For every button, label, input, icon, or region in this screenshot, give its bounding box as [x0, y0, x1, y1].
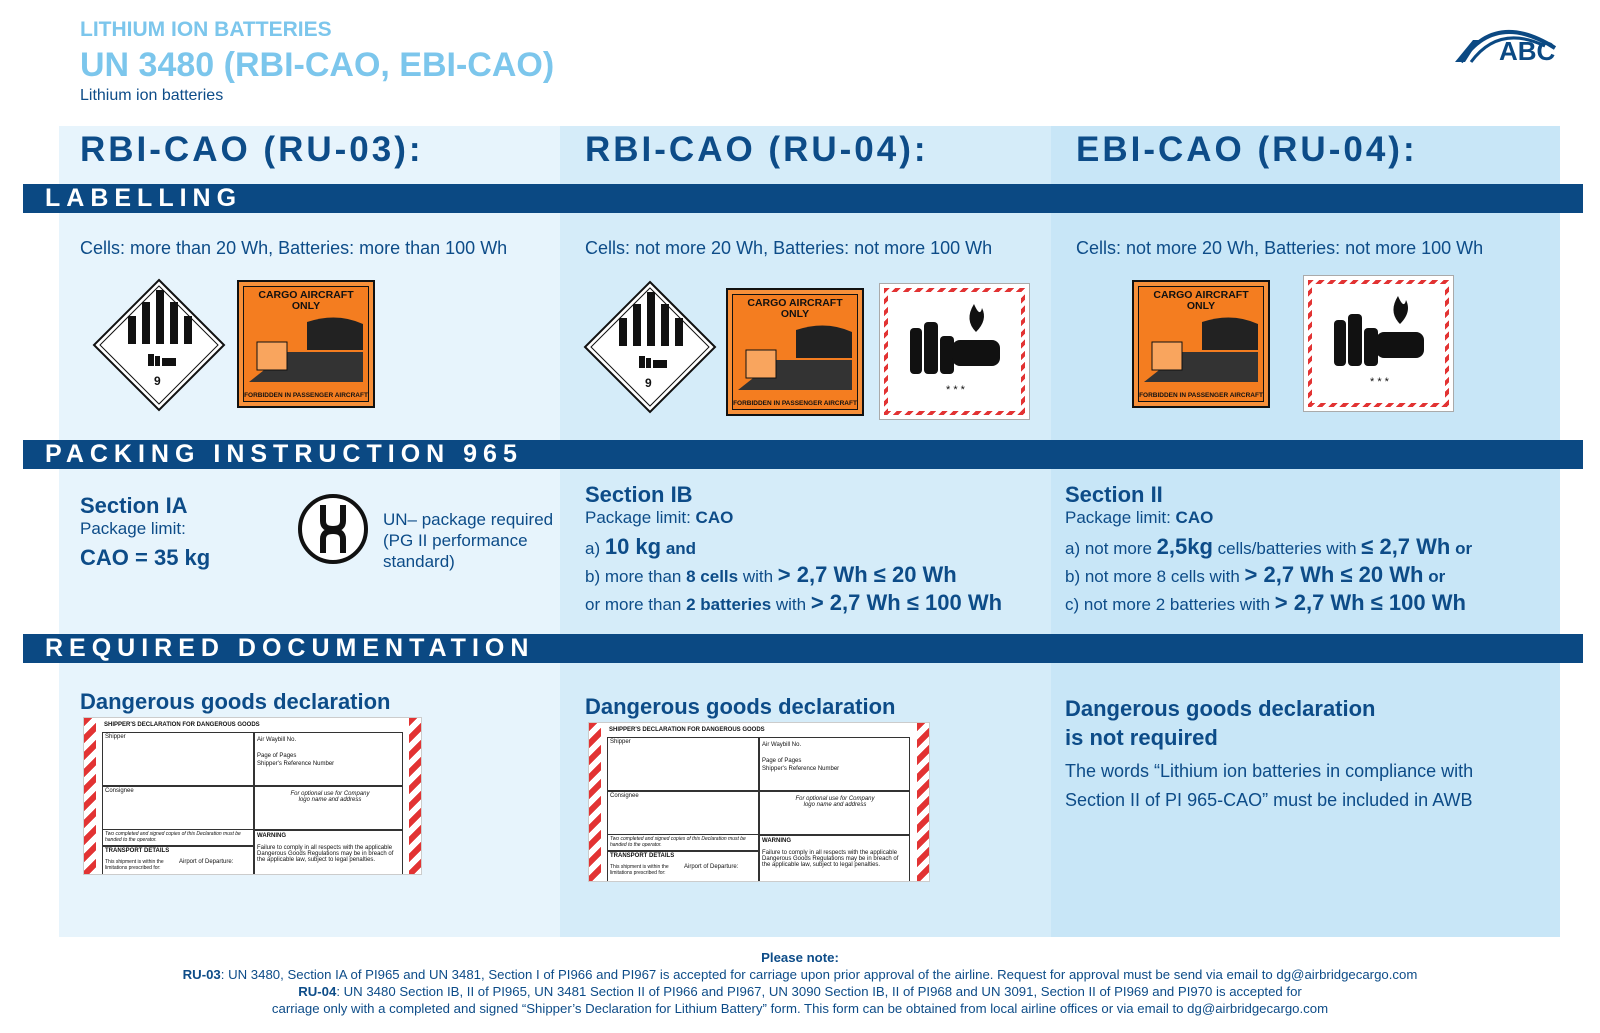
band-labelling: LABELLING: [23, 184, 1583, 213]
footnote-ru03: RU-03: UN 3480, Section IA of PI965 and UN 3481, Section I of PI966 and PI967 is accepted for carriage upon prior approval of the airline. Request for approval must be send via email to dg@airbridgecargo.com: [182, 967, 1418, 982]
dgd-title-2: Dangerous goods declaration: [585, 694, 896, 719]
section-ib-title: Section IB: [585, 482, 693, 507]
band-required-documentation: REQUIRED DOCUMENTATION: [23, 634, 1583, 663]
header-subtitle: Lithium ion batteries: [80, 87, 224, 104]
section-ii-line-b: b) not more 8 cells with > 2,7 Wh ≤ 20 Wh or: [1065, 562, 1446, 587]
section-ib-line-c: or more than 2 batteries with > 2,7 Wh ≤ 100 Wh: [585, 590, 1003, 615]
dgd-form-image-2: SHIPPER'S DECLARATION FOR DANGEROUS GOODS Shipper Air Waybill No. Page of Pages Shipper's Reference Number Consignee For optional use for Company logo name and address Two completed and signed copies of this Declaration must be handed to the operator. WARNING Failure to comply in all respects with the applicable Dangerous Goods Regulations may be in breach of the applicable law, subject to legal penalties. TRANSPORT DETAILS This shipment is within the limitations prescribed for: Airport of Departure:: [588, 722, 930, 882]
footnote-ru04-cont: carriage only with a completed and signed “Shipper’s Declaration for Lithium Battery” form. This form can be obtained from local airline offices or via email to dg@airbridgecargo.com: [271, 1001, 1329, 1016]
section-ia-title: Section IA: [80, 493, 188, 518]
un-package-text: UN– package required (PG II performance standard): [383, 510, 554, 571]
header-kicker: LITHIUM ION BATTERIES: [80, 18, 332, 41]
label-condition-3: Cells: not more 20 Wh, Batteries: not more 100 Wh: [1076, 238, 1484, 258]
abc-logo: [1455, 18, 1560, 68]
section-ii-line-c: c) not more 2 batteries with > 2,7 Wh ≤ 100 Wh: [1065, 590, 1466, 615]
cargo-aircraft-icon: [736, 320, 854, 396]
section-ii-awb-text: The words “Lithium ion batteries in compliance with Section II of PI 965-CAO” must be included in AWB: [1065, 761, 1474, 810]
class9-label-2: [583, 280, 717, 414]
battery-mark-label-2: [1303, 275, 1454, 412]
un-mark-icon: [297, 493, 369, 565]
section-ib-limit: Package limit: CAO: [585, 508, 734, 527]
section-ia-limit-label: Package limit:: [80, 519, 186, 538]
battery-mark-stars: * * *: [1370, 376, 1389, 388]
class9-number: 9: [154, 374, 161, 388]
cargo-aircraft-icon: [247, 312, 365, 388]
battery-fire-icon: [1328, 290, 1428, 374]
column-heading-2: RBI-CAO (RU-04):: [585, 130, 929, 169]
class9-label: [92, 278, 226, 412]
dgd-not-required: Dangerous goods declaration is not required: [1065, 696, 1376, 750]
cao-label-3: [1132, 280, 1270, 408]
section-ib-line-b: b) more than 8 cells with > 2,7 Wh ≤ 20 Wh: [585, 562, 957, 587]
label-condition-1: Cells: more than 20 Wh, Batteries: more than 100 Wh: [80, 238, 508, 258]
header-title: UN 3480 (RBI-CAO, EBI-CAO): [80, 46, 555, 84]
cao-bottom-3: FORBIDDEN IN PASSENGER AIRCRAFT: [1139, 392, 1263, 399]
cao-title-1: CARGO AIRCRAFT ONLY: [258, 289, 354, 312]
footnote-ru04: RU-04: UN 3480 Section IB, II of PI965, UN 3481 Section II of PI966 and PI967, UN 3090 Section IB, II of PI968 and UN 3091, Section II of PI969 and PI970 is accepted for: [298, 984, 1302, 999]
cao-bottom-2: FORBIDDEN IN PASSENGER AIRCRAFT: [733, 400, 857, 407]
un-package-mark: [297, 493, 369, 565]
cargo-aircraft-icon: [1142, 312, 1260, 388]
section-ii-limit: Package limit: CAO: [1065, 508, 1214, 527]
section-ii-title: Section II: [1065, 482, 1163, 507]
class9-number: 9: [645, 376, 652, 390]
dgd-title-1: Dangerous goods declaration: [80, 689, 391, 714]
battery-fire-icon: [904, 298, 1004, 382]
section-ii-line-a: a) not more 2,5kg cells/batteries with ≤ 2,7 Wh or: [1065, 534, 1473, 559]
column-heading-3: EBI-CAO (RU-04):: [1076, 130, 1418, 169]
dgd-form-image-1: SHIPPER'S DECLARATION FOR DANGEROUS GOODS Shipper Air Waybill No. Page of Pages Shipper's Reference Number Consignee For optional use for Company logo name and address Two completed and signed copies of this Declaration must be handed to the operator. WARNING Failure to comply in all respects with the applicable Dangerous Goods Regulations may be in breach of the applicable law, subject to legal penalties. TRANSPORT DETAILS This shipment is within the limitations prescribed for: Airport of Departure:: [83, 717, 422, 875]
label-condition-2: Cells: not more 20 Wh, Batteries: not more 100 Wh: [585, 238, 993, 258]
battery-mark-stars: * * *: [946, 384, 965, 396]
logo-text: ABC: [1499, 36, 1556, 66]
column-heading-1: RBI-CAO (RU-03):: [80, 130, 424, 169]
band-packing: PACKING INSTRUCTION 965: [23, 440, 1583, 469]
class9-hazard-icon: [583, 280, 717, 414]
footnote-title: Please note:: [761, 950, 839, 965]
cao-label-2: [726, 288, 864, 416]
class9-hazard-icon: [92, 278, 226, 412]
cao-bottom-1: FORBIDDEN IN PASSENGER AIRCRAFT: [244, 392, 368, 399]
cao-label-1: [237, 280, 375, 408]
cao-title-2: CARGO AIRCRAFT ONLY: [747, 297, 843, 320]
cao-title-3: CARGO AIRCRAFT ONLY: [1153, 289, 1249, 312]
section-ib-line-a: a) 10 kg and: [585, 534, 697, 559]
battery-mark-label-1: [879, 283, 1030, 420]
section-ia-limit-value: CAO = 35 kg: [80, 545, 211, 570]
